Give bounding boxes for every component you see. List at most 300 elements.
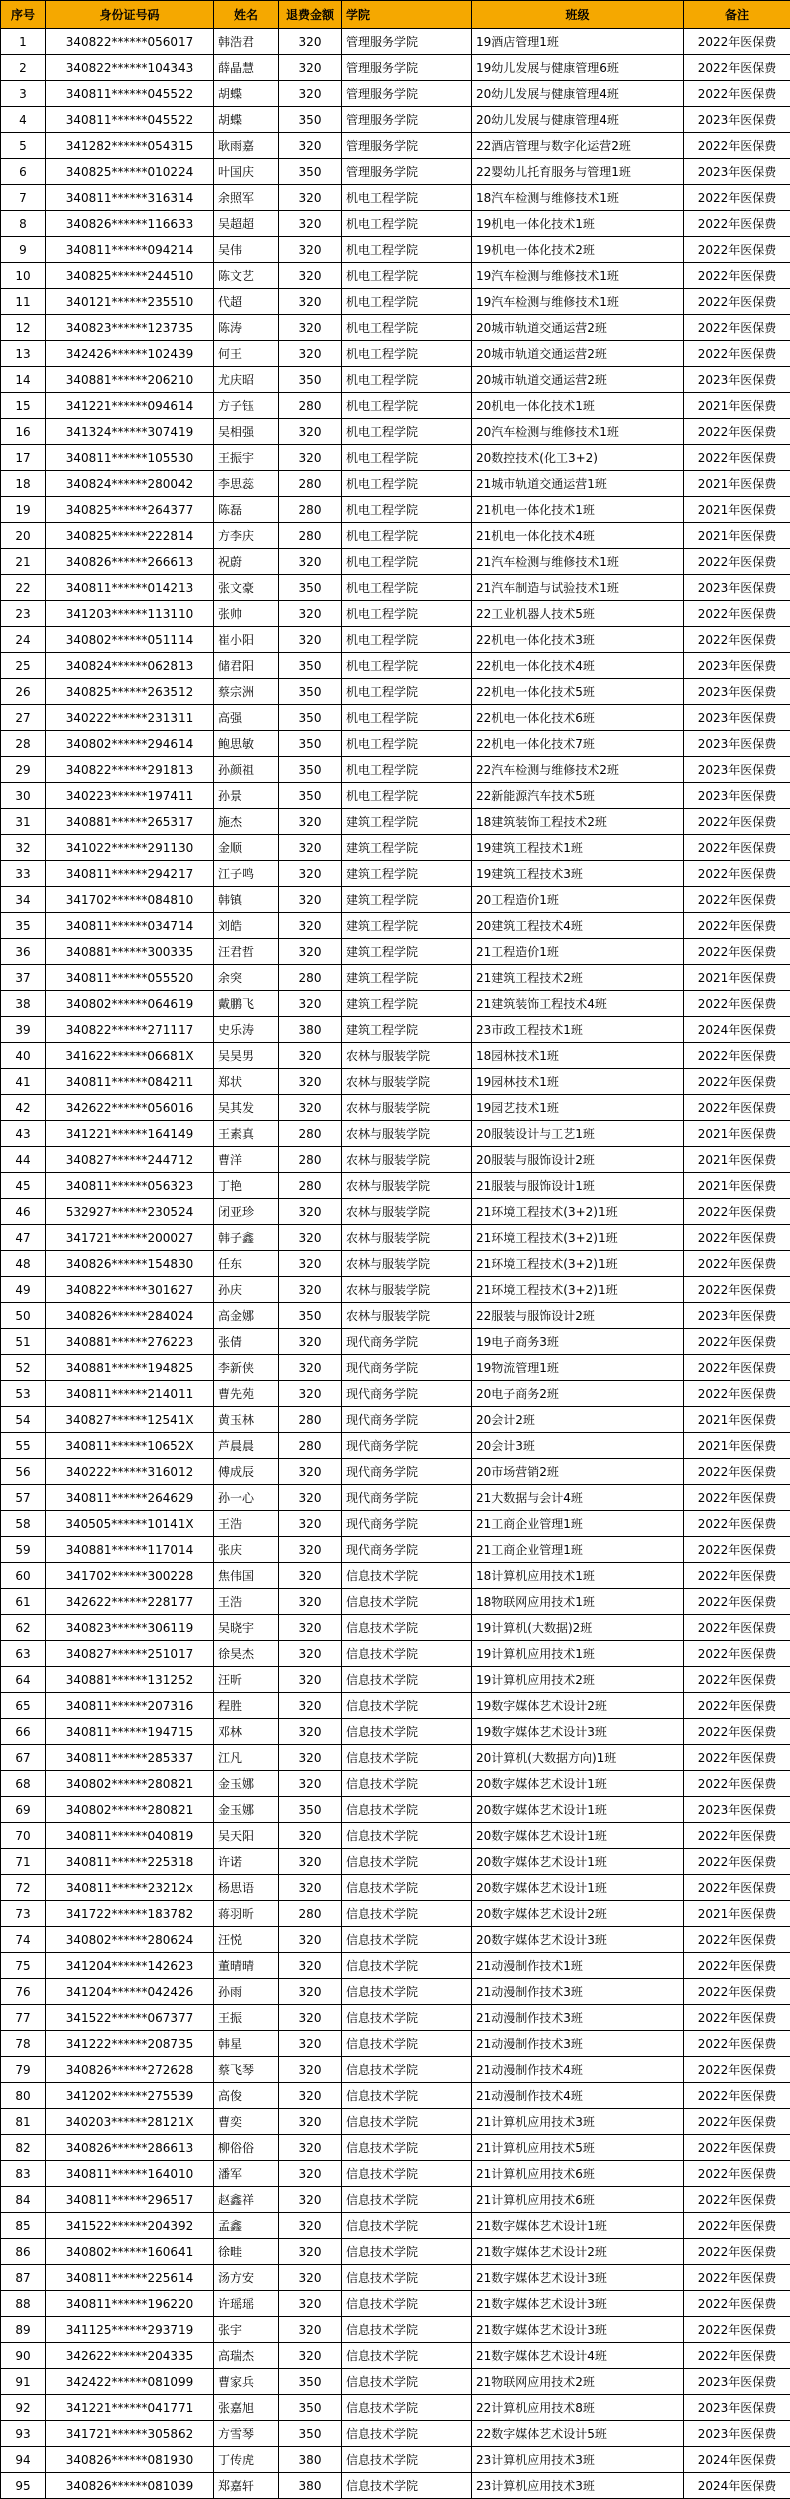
student-name-cell: 丁传虎 bbox=[214, 2447, 279, 2473]
class-name-cell: 21数字媒体艺术设计1班 bbox=[472, 2213, 684, 2239]
id-number-cell: 341203******113110 bbox=[46, 601, 214, 627]
id-number-cell: 340811******194715 bbox=[46, 1719, 214, 1745]
refund-amount-cell: 320 bbox=[279, 2057, 342, 2083]
id-number-cell: 340822******056017 bbox=[46, 29, 214, 55]
note-cell: 2022年医保费 bbox=[684, 1745, 790, 1771]
student-name-cell: 薛晶慧 bbox=[214, 55, 279, 81]
note-cell: 2023年医保费 bbox=[684, 159, 790, 185]
student-name-cell: 杨思语 bbox=[214, 1875, 279, 1901]
row-index-cell: 1 bbox=[1, 29, 46, 55]
student-name-cell: 耿雨嘉 bbox=[214, 133, 279, 159]
student-name-cell: 江子鸣 bbox=[214, 861, 279, 887]
id-number-cell: 340825******264377 bbox=[46, 497, 214, 523]
note-cell: 2022年医保费 bbox=[684, 1095, 790, 1121]
school-cell: 机电工程学院 bbox=[342, 497, 472, 523]
refund-amount-cell: 320 bbox=[279, 2083, 342, 2109]
id-number-cell: 340811******264629 bbox=[46, 1485, 214, 1511]
note-cell: 2022年医保费 bbox=[684, 2161, 790, 2187]
table-row bbox=[1, 783, 790, 809]
class-name-cell: 20机电一体化技术1班 bbox=[472, 393, 684, 419]
student-name-cell: 方雪琴 bbox=[214, 2421, 279, 2447]
table-row bbox=[1, 601, 790, 627]
refund-amount-cell: 320 bbox=[279, 1823, 342, 1849]
row-index-cell: 87 bbox=[1, 2265, 46, 2291]
row-index-cell: 83 bbox=[1, 2161, 46, 2187]
refund-amount-cell: 320 bbox=[279, 445, 342, 471]
table-row bbox=[1, 367, 790, 393]
row-index-cell: 41 bbox=[1, 1069, 46, 1095]
table-row bbox=[1, 2135, 790, 2161]
id-number-cell: 340822******104343 bbox=[46, 55, 214, 81]
note-cell: 2023年医保费 bbox=[684, 2369, 790, 2395]
student-name-cell: 任东 bbox=[214, 1251, 279, 1277]
school-cell: 机电工程学院 bbox=[342, 705, 472, 731]
school-cell: 农林与服装学院 bbox=[342, 1251, 472, 1277]
student-name-cell: 孙一心 bbox=[214, 1485, 279, 1511]
class-name-cell: 22机电一体化技术3班 bbox=[472, 627, 684, 653]
student-name-cell: 闭亚珍 bbox=[214, 1199, 279, 1225]
table-row bbox=[1, 705, 790, 731]
table-row bbox=[1, 29, 790, 55]
note-cell: 2022年医保费 bbox=[684, 1641, 790, 1667]
school-cell: 机电工程学院 bbox=[342, 445, 472, 471]
refund-amount-cell: 350 bbox=[279, 367, 342, 393]
refund-amount-cell: 320 bbox=[279, 601, 342, 627]
col-header-id: 身份证号码 bbox=[46, 1, 214, 29]
school-cell: 信息技术学院 bbox=[342, 2083, 472, 2109]
table-row bbox=[1, 55, 790, 81]
refund-amount-cell: 320 bbox=[279, 263, 342, 289]
school-cell: 信息技术学院 bbox=[342, 1901, 472, 1927]
class-name-cell: 21计算机应用技术5班 bbox=[472, 2135, 684, 2161]
refund-amount-cell: 350 bbox=[279, 1303, 342, 1329]
school-cell: 信息技术学院 bbox=[342, 1693, 472, 1719]
school-cell: 信息技术学院 bbox=[342, 2213, 472, 2239]
note-cell: 2022年医保费 bbox=[684, 1485, 790, 1511]
class-name-cell: 22机电一体化技术6班 bbox=[472, 705, 684, 731]
note-cell: 2023年医保费 bbox=[684, 107, 790, 133]
class-name-cell: 22计算机应用技术8班 bbox=[472, 2395, 684, 2421]
note-cell: 2022年医保费 bbox=[684, 1043, 790, 1069]
row-index-cell: 31 bbox=[1, 809, 46, 835]
row-index-cell: 73 bbox=[1, 1901, 46, 1927]
refund-amount-cell: 320 bbox=[279, 1953, 342, 1979]
id-number-cell: 340881******206210 bbox=[46, 367, 214, 393]
row-index-cell: 17 bbox=[1, 445, 46, 471]
note-cell: 2022年医保费 bbox=[684, 1615, 790, 1641]
id-number-cell: 340823******123735 bbox=[46, 315, 214, 341]
refund-amount-cell: 280 bbox=[279, 1407, 342, 1433]
table-row bbox=[1, 2395, 790, 2421]
id-number-cell: 340223******197411 bbox=[46, 783, 214, 809]
student-name-cell: 崔小阳 bbox=[214, 627, 279, 653]
note-cell: 2022年医保费 bbox=[684, 185, 790, 211]
student-name-cell: 叶国庆 bbox=[214, 159, 279, 185]
id-number-cell: 341282******054315 bbox=[46, 133, 214, 159]
refund-amount-cell: 280 bbox=[279, 1121, 342, 1147]
id-number-cell: 340802******294614 bbox=[46, 731, 214, 757]
id-number-cell: 340802******280821 bbox=[46, 1797, 214, 1823]
note-cell: 2022年医保费 bbox=[684, 1979, 790, 2005]
student-name-cell: 高金娜 bbox=[214, 1303, 279, 1329]
student-name-cell: 胡蝶 bbox=[214, 107, 279, 133]
class-name-cell: 18计算机应用技术1班 bbox=[472, 1563, 684, 1589]
note-cell: 2022年医保费 bbox=[684, 315, 790, 341]
id-number-cell: 340802******064619 bbox=[46, 991, 214, 1017]
id-number-cell: 340881******194825 bbox=[46, 1355, 214, 1381]
class-name-cell: 21数字媒体艺术设计4班 bbox=[472, 2343, 684, 2369]
row-index-cell: 11 bbox=[1, 289, 46, 315]
student-name-cell: 祝蔚 bbox=[214, 549, 279, 575]
id-number-cell: 340822******271117 bbox=[46, 1017, 214, 1043]
refund-amount-cell: 320 bbox=[279, 341, 342, 367]
school-cell: 信息技术学院 bbox=[342, 1771, 472, 1797]
row-index-cell: 80 bbox=[1, 2083, 46, 2109]
note-cell: 2022年医保费 bbox=[684, 835, 790, 861]
id-number-cell: 340822******301627 bbox=[46, 1277, 214, 1303]
row-index-cell: 34 bbox=[1, 887, 46, 913]
row-index-cell: 15 bbox=[1, 393, 46, 419]
id-number-cell: 340826******284024 bbox=[46, 1303, 214, 1329]
note-cell: 2022年医保费 bbox=[684, 263, 790, 289]
note-cell: 2022年医保费 bbox=[684, 29, 790, 55]
refund-amount-cell: 320 bbox=[279, 809, 342, 835]
row-index-cell: 4 bbox=[1, 107, 46, 133]
note-cell: 2022年医保费 bbox=[684, 2265, 790, 2291]
refund-amount-cell: 320 bbox=[279, 913, 342, 939]
id-number-cell: 342622******204335 bbox=[46, 2343, 214, 2369]
student-name-cell: 胡蝶 bbox=[214, 81, 279, 107]
note-cell: 2022年医保费 bbox=[684, 211, 790, 237]
table-row bbox=[1, 1485, 790, 1511]
refund-amount-cell: 320 bbox=[279, 1277, 342, 1303]
note-cell: 2022年医保费 bbox=[684, 1771, 790, 1797]
table-row bbox=[1, 1667, 790, 1693]
row-index-cell: 85 bbox=[1, 2213, 46, 2239]
class-name-cell: 22机电一体化技术4班 bbox=[472, 653, 684, 679]
student-name-cell: 徐畦 bbox=[214, 2239, 279, 2265]
note-cell: 2022年医保费 bbox=[684, 341, 790, 367]
refund-amount-cell: 320 bbox=[279, 939, 342, 965]
class-name-cell: 21城市轨道交通运营1班 bbox=[472, 471, 684, 497]
class-name-cell: 23计算机应用技术3班 bbox=[472, 2473, 684, 2499]
row-index-cell: 92 bbox=[1, 2395, 46, 2421]
id-number-cell: 340824******062813 bbox=[46, 653, 214, 679]
refund-amount-cell: 320 bbox=[279, 1251, 342, 1277]
class-name-cell: 22新能源汽车技术5班 bbox=[472, 783, 684, 809]
student-name-cell: 曹家兵 bbox=[214, 2369, 279, 2395]
row-index-cell: 32 bbox=[1, 835, 46, 861]
row-index-cell: 42 bbox=[1, 1095, 46, 1121]
row-index-cell: 28 bbox=[1, 731, 46, 757]
note-cell: 2022年医保费 bbox=[684, 81, 790, 107]
student-name-cell: 程胜 bbox=[214, 1693, 279, 1719]
table-row bbox=[1, 2343, 790, 2369]
school-cell: 机电工程学院 bbox=[342, 627, 472, 653]
student-name-cell: 潘军 bbox=[214, 2161, 279, 2187]
school-cell: 机电工程学院 bbox=[342, 523, 472, 549]
note-cell: 2022年医保费 bbox=[684, 991, 790, 1017]
student-name-cell: 王振 bbox=[214, 2005, 279, 2031]
school-cell: 信息技术学院 bbox=[342, 1927, 472, 1953]
school-cell: 机电工程学院 bbox=[342, 315, 472, 341]
note-cell: 2021年医保费 bbox=[684, 497, 790, 523]
note-cell: 2022年医保费 bbox=[684, 913, 790, 939]
class-name-cell: 20城市轨道交通运营2班 bbox=[472, 341, 684, 367]
school-cell: 机电工程学院 bbox=[342, 679, 472, 705]
class-name-cell: 21动漫制作技术3班 bbox=[472, 1979, 684, 2005]
note-cell: 2022年医保费 bbox=[684, 1355, 790, 1381]
id-number-cell: 340825******222814 bbox=[46, 523, 214, 549]
class-name-cell: 20市场营销2班 bbox=[472, 1459, 684, 1485]
school-cell: 机电工程学院 bbox=[342, 263, 472, 289]
school-cell: 信息技术学院 bbox=[342, 1953, 472, 1979]
id-number-cell: 532927******230524 bbox=[46, 1199, 214, 1225]
school-cell: 信息技术学院 bbox=[342, 2005, 472, 2031]
table-row bbox=[1, 1459, 790, 1485]
school-cell: 机电工程学院 bbox=[342, 211, 472, 237]
student-name-cell: 韩浩君 bbox=[214, 29, 279, 55]
row-index-cell: 33 bbox=[1, 861, 46, 887]
school-cell: 信息技术学院 bbox=[342, 1797, 472, 1823]
refund-amount-cell: 320 bbox=[279, 2031, 342, 2057]
refund-amount-cell: 320 bbox=[279, 289, 342, 315]
class-name-cell: 20城市轨道交通运营2班 bbox=[472, 315, 684, 341]
table-row bbox=[1, 549, 790, 575]
school-cell: 信息技术学院 bbox=[342, 1719, 472, 1745]
row-index-cell: 60 bbox=[1, 1563, 46, 1589]
student-name-cell: 吴晓宇 bbox=[214, 1615, 279, 1641]
student-name-cell: 高强 bbox=[214, 705, 279, 731]
table-row bbox=[1, 1719, 790, 1745]
class-name-cell: 21数字媒体艺术设计3班 bbox=[472, 2317, 684, 2343]
id-number-cell: 340825******263512 bbox=[46, 679, 214, 705]
table-row bbox=[1, 627, 790, 653]
school-cell: 农林与服装学院 bbox=[342, 1147, 472, 1173]
refund-amount-cell: 320 bbox=[279, 1589, 342, 1615]
student-name-cell: 芦晨晨 bbox=[214, 1433, 279, 1459]
note-cell: 2021年医保费 bbox=[684, 1173, 790, 1199]
id-number-cell: 340826******116633 bbox=[46, 211, 214, 237]
class-name-cell: 20幼儿发展与健康管理4班 bbox=[472, 107, 684, 133]
id-number-cell: 340802******280821 bbox=[46, 1771, 214, 1797]
refund-amount-cell: 350 bbox=[279, 159, 342, 185]
id-number-cell: 340811******285337 bbox=[46, 1745, 214, 1771]
table-row bbox=[1, 2083, 790, 2109]
table-row bbox=[1, 1121, 790, 1147]
table-row bbox=[1, 1901, 790, 1927]
note-cell: 2022年医保费 bbox=[684, 2057, 790, 2083]
refund-amount-cell: 320 bbox=[279, 133, 342, 159]
school-cell: 机电工程学院 bbox=[342, 237, 472, 263]
refund-amount-cell: 320 bbox=[279, 627, 342, 653]
id-number-cell: 340827******12541X bbox=[46, 1407, 214, 1433]
note-cell: 2021年医保费 bbox=[684, 1407, 790, 1433]
col-header-index: 序号 bbox=[1, 1, 46, 29]
id-number-cell: 340811******214011 bbox=[46, 1381, 214, 1407]
col-header-amount: 退费金额 bbox=[279, 1, 342, 29]
refund-amount-cell: 320 bbox=[279, 2005, 342, 2031]
class-name-cell: 20数字媒体艺术设计1班 bbox=[472, 1875, 684, 1901]
id-number-cell: 340811******045522 bbox=[46, 81, 214, 107]
class-name-cell: 19建筑工程技术3班 bbox=[472, 861, 684, 887]
table-row bbox=[1, 1875, 790, 1901]
refund-amount-cell: 320 bbox=[279, 1329, 342, 1355]
table-row bbox=[1, 1745, 790, 1771]
student-name-cell: 蔡宗洲 bbox=[214, 679, 279, 705]
refund-amount-cell: 320 bbox=[279, 1459, 342, 1485]
school-cell: 机电工程学院 bbox=[342, 601, 472, 627]
id-number-cell: 341702******300228 bbox=[46, 1563, 214, 1589]
student-name-cell: 江凡 bbox=[214, 1745, 279, 1771]
class-name-cell: 22服装与服饰设计2班 bbox=[472, 1303, 684, 1329]
note-cell: 2023年医保费 bbox=[684, 2395, 790, 2421]
class-name-cell: 22婴幼儿托育服务与管理1班 bbox=[472, 159, 684, 185]
id-number-cell: 341204******042426 bbox=[46, 1979, 214, 2005]
id-number-cell: 341221******041771 bbox=[46, 2395, 214, 2421]
school-cell: 信息技术学院 bbox=[342, 2135, 472, 2161]
student-name-cell: 许诺 bbox=[214, 1849, 279, 1875]
id-number-cell: 341721******200027 bbox=[46, 1225, 214, 1251]
class-name-cell: 21汽车检测与维修技术1班 bbox=[472, 549, 684, 575]
table-row bbox=[1, 2265, 790, 2291]
id-number-cell: 341721******305862 bbox=[46, 2421, 214, 2447]
class-name-cell: 20数字媒体艺术设计1班 bbox=[472, 1823, 684, 1849]
table-row bbox=[1, 1017, 790, 1043]
row-index-cell: 46 bbox=[1, 1199, 46, 1225]
refund-amount-cell: 320 bbox=[279, 1849, 342, 1875]
note-cell: 2022年医保费 bbox=[684, 1381, 790, 1407]
student-name-cell: 吴相强 bbox=[214, 419, 279, 445]
school-cell: 管理服务学院 bbox=[342, 133, 472, 159]
refund-amount-cell: 320 bbox=[279, 1927, 342, 1953]
class-name-cell: 19计算机(大数据)2班 bbox=[472, 1615, 684, 1641]
note-cell: 2022年医保费 bbox=[684, 1875, 790, 1901]
refund-amount-cell: 320 bbox=[279, 237, 342, 263]
student-name-cell: 金顺 bbox=[214, 835, 279, 861]
id-number-cell: 341221******164149 bbox=[46, 1121, 214, 1147]
table-row bbox=[1, 315, 790, 341]
student-name-cell: 陈涛 bbox=[214, 315, 279, 341]
row-index-cell: 70 bbox=[1, 1823, 46, 1849]
class-name-cell: 19汽车检测与维修技术1班 bbox=[472, 289, 684, 315]
school-cell: 建筑工程学院 bbox=[342, 1017, 472, 1043]
class-name-cell: 19机电一体化技术2班 bbox=[472, 237, 684, 263]
note-cell: 2022年医保费 bbox=[684, 1511, 790, 1537]
id-number-cell: 340811******040819 bbox=[46, 1823, 214, 1849]
refund-amount-cell: 350 bbox=[279, 705, 342, 731]
school-cell: 信息技术学院 bbox=[342, 2161, 472, 2187]
class-name-cell: 21动漫制作技术4班 bbox=[472, 2057, 684, 2083]
student-name-cell: 孙景 bbox=[214, 783, 279, 809]
table-row bbox=[1, 1069, 790, 1095]
school-cell: 信息技术学院 bbox=[342, 2473, 472, 2499]
class-name-cell: 20计算机(大数据方向)1班 bbox=[472, 1745, 684, 1771]
student-name-cell: 孙庆 bbox=[214, 1277, 279, 1303]
school-cell: 信息技术学院 bbox=[342, 2109, 472, 2135]
refund-amount-cell: 320 bbox=[279, 1615, 342, 1641]
table-row bbox=[1, 1303, 790, 1329]
refund-amount-cell: 320 bbox=[279, 1485, 342, 1511]
row-index-cell: 22 bbox=[1, 575, 46, 601]
note-cell: 2022年医保费 bbox=[684, 1849, 790, 1875]
note-cell: 2023年医保费 bbox=[684, 679, 790, 705]
school-cell: 机电工程学院 bbox=[342, 185, 472, 211]
id-number-cell: 340881******131252 bbox=[46, 1667, 214, 1693]
school-cell: 信息技术学院 bbox=[342, 2395, 472, 2421]
refund-amount-cell: 320 bbox=[279, 1693, 342, 1719]
row-index-cell: 64 bbox=[1, 1667, 46, 1693]
class-name-cell: 22汽车检测与维修技术2班 bbox=[472, 757, 684, 783]
id-number-cell: 340826******081930 bbox=[46, 2447, 214, 2473]
table-row bbox=[1, 1693, 790, 1719]
id-number-cell: 340825******010224 bbox=[46, 159, 214, 185]
refund-amount-cell: 350 bbox=[279, 731, 342, 757]
school-cell: 机电工程学院 bbox=[342, 393, 472, 419]
table-row bbox=[1, 159, 790, 185]
student-name-cell: 王振宇 bbox=[214, 445, 279, 471]
table-row bbox=[1, 263, 790, 289]
row-index-cell: 30 bbox=[1, 783, 46, 809]
id-number-cell: 340826******154830 bbox=[46, 1251, 214, 1277]
id-number-cell: 340811******225614 bbox=[46, 2265, 214, 2291]
school-cell: 现代商务学院 bbox=[342, 1459, 472, 1485]
refund-amount-cell: 380 bbox=[279, 2473, 342, 2499]
row-index-cell: 81 bbox=[1, 2109, 46, 2135]
note-cell: 2022年医保费 bbox=[684, 1719, 790, 1745]
table-body bbox=[1, 29, 790, 2499]
id-number-cell: 340811******055520 bbox=[46, 965, 214, 991]
table-row bbox=[1, 965, 790, 991]
refund-amount-cell: 320 bbox=[279, 835, 342, 861]
school-cell: 信息技术学院 bbox=[342, 2291, 472, 2317]
row-index-cell: 61 bbox=[1, 1589, 46, 1615]
student-name-cell: 张倩 bbox=[214, 1329, 279, 1355]
row-index-cell: 93 bbox=[1, 2421, 46, 2447]
student-name-cell: 曹先苑 bbox=[214, 1381, 279, 1407]
refund-amount-cell: 280 bbox=[279, 393, 342, 419]
school-cell: 信息技术学院 bbox=[342, 2057, 472, 2083]
refund-amount-cell: 350 bbox=[279, 783, 342, 809]
id-number-cell: 340826******081039 bbox=[46, 2473, 214, 2499]
school-cell: 信息技术学院 bbox=[342, 2447, 472, 2473]
row-index-cell: 74 bbox=[1, 1927, 46, 1953]
id-number-cell: 340121******235510 bbox=[46, 289, 214, 315]
student-name-cell: 金玉娜 bbox=[214, 1797, 279, 1823]
row-index-cell: 62 bbox=[1, 1615, 46, 1641]
refund-amount-cell: 320 bbox=[279, 1043, 342, 1069]
refund-amount-cell: 320 bbox=[279, 315, 342, 341]
table-row bbox=[1, 1979, 790, 2005]
student-name-cell: 韩镇 bbox=[214, 887, 279, 913]
class-name-cell: 21动漫制作技术4班 bbox=[472, 2083, 684, 2109]
id-number-cell: 340826******286613 bbox=[46, 2135, 214, 2161]
class-name-cell: 21环境工程技术(3+2)1班 bbox=[472, 1225, 684, 1251]
student-name-cell: 王素真 bbox=[214, 1121, 279, 1147]
table-row bbox=[1, 185, 790, 211]
id-number-cell: 340811******296517 bbox=[46, 2187, 214, 2213]
refund-amount-cell: 280 bbox=[279, 1147, 342, 1173]
row-index-cell: 91 bbox=[1, 2369, 46, 2395]
table-row bbox=[1, 1251, 790, 1277]
school-cell: 信息技术学院 bbox=[342, 1667, 472, 1693]
school-cell: 信息技术学院 bbox=[342, 1563, 472, 1589]
student-name-cell: 高瑞杰 bbox=[214, 2343, 279, 2369]
table-row bbox=[1, 1173, 790, 1199]
id-number-cell: 340811******23212x bbox=[46, 1875, 214, 1901]
student-name-cell: 傅成辰 bbox=[214, 1459, 279, 1485]
table-row bbox=[1, 419, 790, 445]
